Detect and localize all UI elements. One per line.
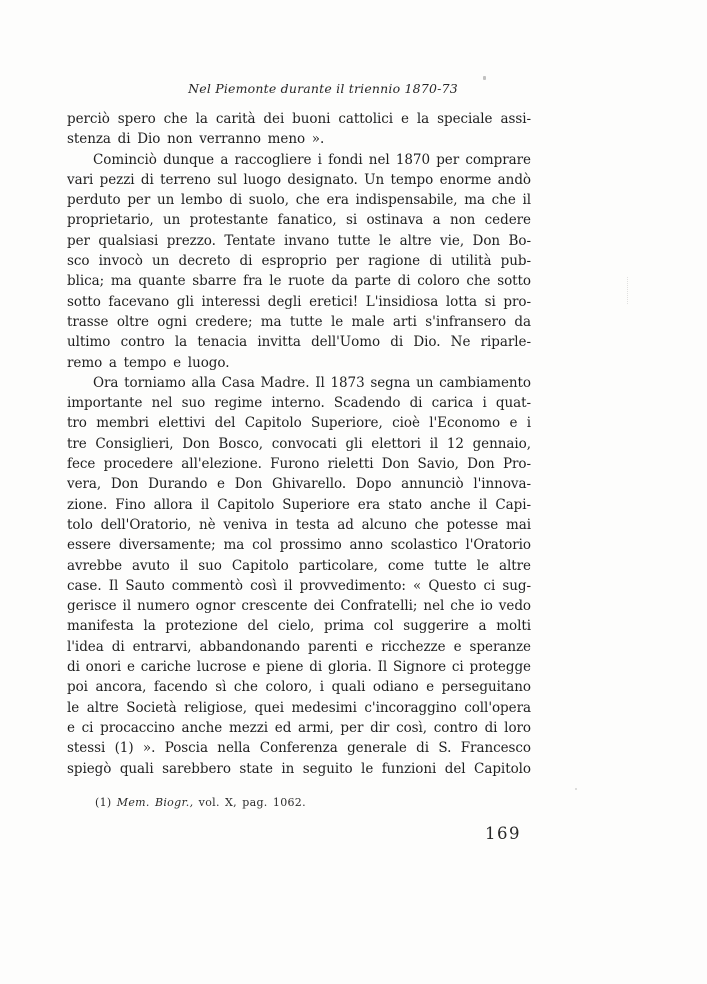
text-line: l'idea di entrarvi, abbandonando parenti e ricchezze e speranze	[67, 638, 531, 655]
text-line: di onori e cariche lucrose e piene di gloria. Il Signore ci protegge	[67, 659, 531, 676]
text-line: vari pezzi di terreno sul luogo designato. Un tempo enorme andò	[67, 171, 531, 188]
text-line: manifesta la protezione del cielo, prima col suggerire a molti	[67, 618, 531, 635]
text-line: importante nel suo regime interno. Scadendo di carica i quat-	[67, 395, 531, 412]
text-line: stessi (1) ». Poscia nella Conferenza generale di S. Francesco	[67, 740, 531, 757]
text-line: Ora torniamo alla Casa Madre. Il 1873 segna un cambiamento	[93, 374, 531, 391]
text-line: stenza di Dio non verranno meno ».	[67, 131, 325, 148]
text-line: trasse oltre ogni credere; ma tutte le male arti s'infransero da	[67, 313, 531, 330]
scan-speck	[575, 788, 577, 790]
text-line: Cominciò dunque a raccogliere i fondi nel 1870 per comprare	[93, 151, 531, 168]
footnote-detail: vol. X, pag. 1062.	[193, 796, 306, 809]
text-line: avrebbe avuto il suo Capitolo particolare, come tutte le altre	[67, 557, 531, 574]
text-line: gerisce il numero ognor crescente dei Confratelli; nel che io vedo	[67, 598, 531, 615]
text-line: remo a tempo e luogo.	[67, 354, 230, 371]
text-line: tre Consiglieri, Don Bosco, convocati gli elettori il 12 gennaio,	[67, 435, 531, 452]
text-line: ultimo contro la tenacia invitta dell'Uomo di Dio. Ne riparle-	[67, 334, 531, 351]
footnote-source-title: Mem. Biogr.,	[116, 796, 194, 809]
text-line: perciò spero che la carità dei buoni cattolici e la speciale assi-	[67, 111, 531, 127]
text-line: sotto facevano gli interessi degli eretici! L'insidiosa lotta si pro-	[67, 293, 531, 310]
text-line: le altre Società religiose, quei medesimi c'incoraggino coll'opera	[67, 699, 531, 716]
text-line: per qualsiasi prezzo. Tentate invano tutte le altre vie, Don Bo-	[67, 232, 531, 249]
text-line: tolo dell'Oratorio, nè veniva in testa ad alcuno che potesse mai	[67, 516, 531, 533]
page-number: 169	[485, 824, 521, 843]
text-line: case. Il Sauto commentò così il provvedimento: « Questo ci sug-	[67, 577, 531, 594]
scan-speck	[483, 76, 486, 80]
text-line: blica; ma quante sbarre fra le ruote da parte di coloro che sotto	[67, 273, 531, 290]
running-header: Nel Piemonte durante il triennio 1870-73	[188, 81, 458, 96]
text-line: e ci procaccino anche mezzi ed armi, per dir così, contro di loro	[67, 719, 531, 736]
footnote-marker: (1)	[95, 796, 117, 809]
text-line: perduto per un lembo di suolo, che era indispensabile, ma che il	[67, 192, 531, 209]
page-body-text	[67, 109, 531, 779]
text-line: zione. Fino allora il Capitolo Superiore era stato anche il Capi-	[67, 496, 531, 513]
text-line: fece procedere all'elezione. Furono rieletti Don Savio, Don Pro-	[67, 456, 531, 473]
text-line: essere diversamente; ma col prossimo anno scolastico l'Oratorio	[67, 537, 531, 554]
text-line: poi ancora, facendo sì che coloro, i quali odiano e perseguitano	[67, 679, 531, 696]
scan-artifact-dotted-line	[627, 277, 628, 304]
text-line: proprietario, un protestante fanatico, si ostinava a non cedere	[67, 212, 531, 229]
footnote	[95, 796, 306, 809]
text-line: sco invocò un decreto di esproprio per ragione di utilità pub-	[67, 253, 531, 270]
text-line: spiegò quali sarebbero state in seguito le funzioni del Capitolo	[67, 760, 531, 777]
text-line: tro membri elettivi del Capitolo Superiore, cioè l'Economo e i	[67, 415, 531, 432]
text-line: vera, Don Durando e Don Ghivarello. Dopo annunciò l'innova-	[67, 476, 531, 493]
